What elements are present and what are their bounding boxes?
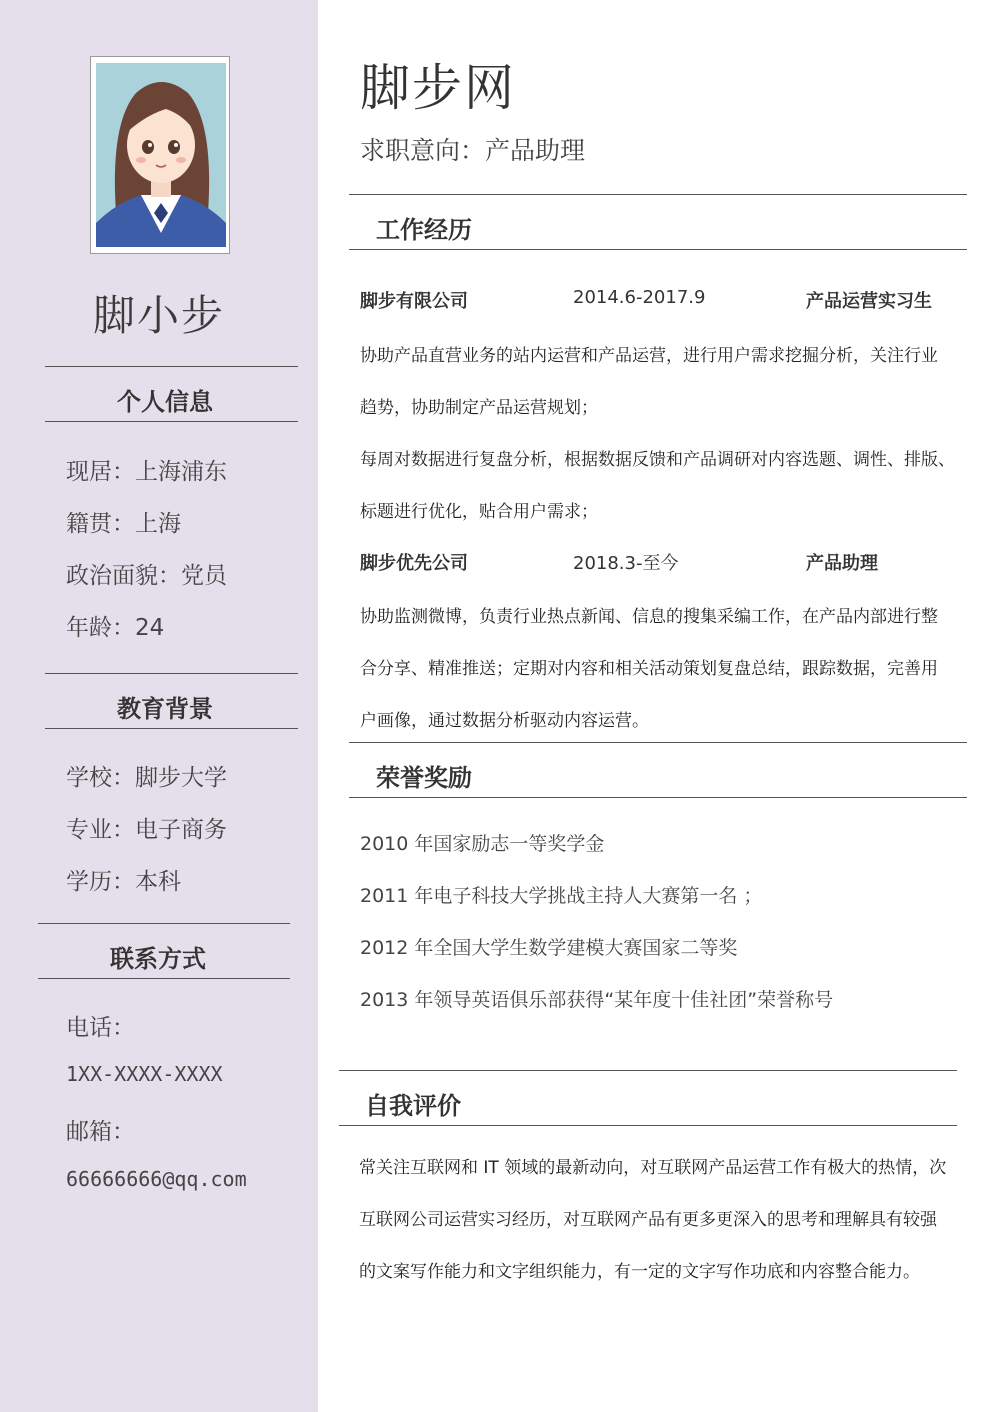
job-description-line: 合分享、精准推送；定期对内容和相关活动策划复盘总结，跟踪数据，完善用 bbox=[360, 659, 938, 679]
divider bbox=[38, 923, 290, 924]
contact-phone-label: 电话： bbox=[66, 1015, 135, 1041]
award-item: 2010 年国家励志一等奖学金 bbox=[360, 833, 605, 855]
contact-email: 66666666@qq.com bbox=[66, 1167, 247, 1191]
candidate-name: 脚小步 bbox=[92, 291, 225, 340]
job-period: 2014.6-2017.9 bbox=[573, 287, 706, 308]
section-title-education: 教育背景 bbox=[117, 695, 213, 723]
education-major: 专业：电子商务 bbox=[66, 817, 227, 843]
job-description-line: 协助监测微博，负责行业热点新闻、信息的搜集采编工作，在产品内部进行整 bbox=[360, 607, 938, 627]
job-role: 产品运营实习生 bbox=[806, 291, 932, 312]
personal-residence: 现居：上海浦东 bbox=[66, 459, 227, 485]
divider bbox=[349, 742, 967, 743]
job-company: 脚步优先公司 bbox=[360, 553, 468, 574]
avatar-illustration bbox=[96, 63, 226, 247]
job-description-line: 每周对数据进行复盘分析，根据数据反馈和产品调研对内容选题、调性、排版、 bbox=[360, 450, 955, 470]
divider bbox=[339, 1070, 957, 1071]
divider bbox=[339, 1125, 957, 1126]
education-school: 学校：脚步大学 bbox=[66, 765, 227, 791]
divider bbox=[349, 797, 967, 798]
education-degree: 学历：本科 bbox=[66, 869, 181, 895]
personal-hometown: 籍贯：上海 bbox=[66, 511, 181, 537]
divider bbox=[45, 673, 298, 674]
divider bbox=[349, 249, 967, 250]
resume-title: 脚步网 bbox=[360, 59, 516, 117]
award-item: 2011 年电子科技大学挑战主持人大赛第一名 ； bbox=[360, 885, 763, 907]
section-title-personal: 个人信息 bbox=[117, 388, 213, 416]
job-description-line: 户画像，通过数据分析驱动内容运营。 bbox=[360, 711, 649, 731]
section-title-self-evaluation: 自我评价 bbox=[365, 1092, 461, 1120]
contact-phone: 1XX-XXXX-XXXX bbox=[66, 1062, 223, 1086]
job-description-line: 趋势，协助制定产品运营规划； bbox=[360, 398, 598, 418]
contact-email-label: 邮箱： bbox=[66, 1119, 135, 1145]
job-role: 产品助理 bbox=[806, 553, 878, 574]
divider bbox=[38, 978, 290, 979]
profile-photo-frame bbox=[90, 56, 230, 254]
award-item: 2013 年领导英语俱乐部获得“某年度十佳社团”荣誉称号 bbox=[360, 989, 834, 1011]
job-description-line: 协助产品直营业务的站内运营和产品运营，进行用户需求挖掘分析，关注行业 bbox=[360, 346, 938, 366]
section-title-work: 工作经历 bbox=[376, 216, 472, 244]
job-description-line: 标题进行优化，贴合用户需求； bbox=[360, 502, 598, 522]
divider bbox=[45, 421, 298, 422]
job-period: 2018.3-至今 bbox=[573, 553, 679, 574]
section-title-contact: 联系方式 bbox=[110, 945, 206, 973]
award-item: 2012 年全国大学生数学建模大赛国家二等奖 bbox=[360, 937, 738, 959]
profile-photo bbox=[96, 63, 226, 247]
divider bbox=[45, 366, 298, 367]
self-evaluation-line: 常关注互联网和 IT 领域的最新动向，对互联网产品运营工作有极大的热情，次 bbox=[359, 1158, 947, 1178]
job-intention: 求职意向：产品助理 bbox=[360, 136, 586, 165]
self-evaluation-line: 互联网公司运营实习经历，对互联网产品有更多更深入的思考和理解具有较强 bbox=[359, 1210, 937, 1230]
divider bbox=[45, 728, 298, 729]
personal-age: 年龄：24 bbox=[66, 615, 165, 641]
personal-political-status: 政治面貌：党员 bbox=[66, 563, 227, 589]
divider bbox=[349, 194, 967, 195]
self-evaluation-line: 的文案写作能力和文字组织能力，有一定的文字写作功底和内容整合能力。 bbox=[359, 1262, 920, 1282]
job-company: 脚步有限公司 bbox=[360, 291, 468, 312]
section-title-awards: 荣誉奖励 bbox=[376, 764, 472, 792]
